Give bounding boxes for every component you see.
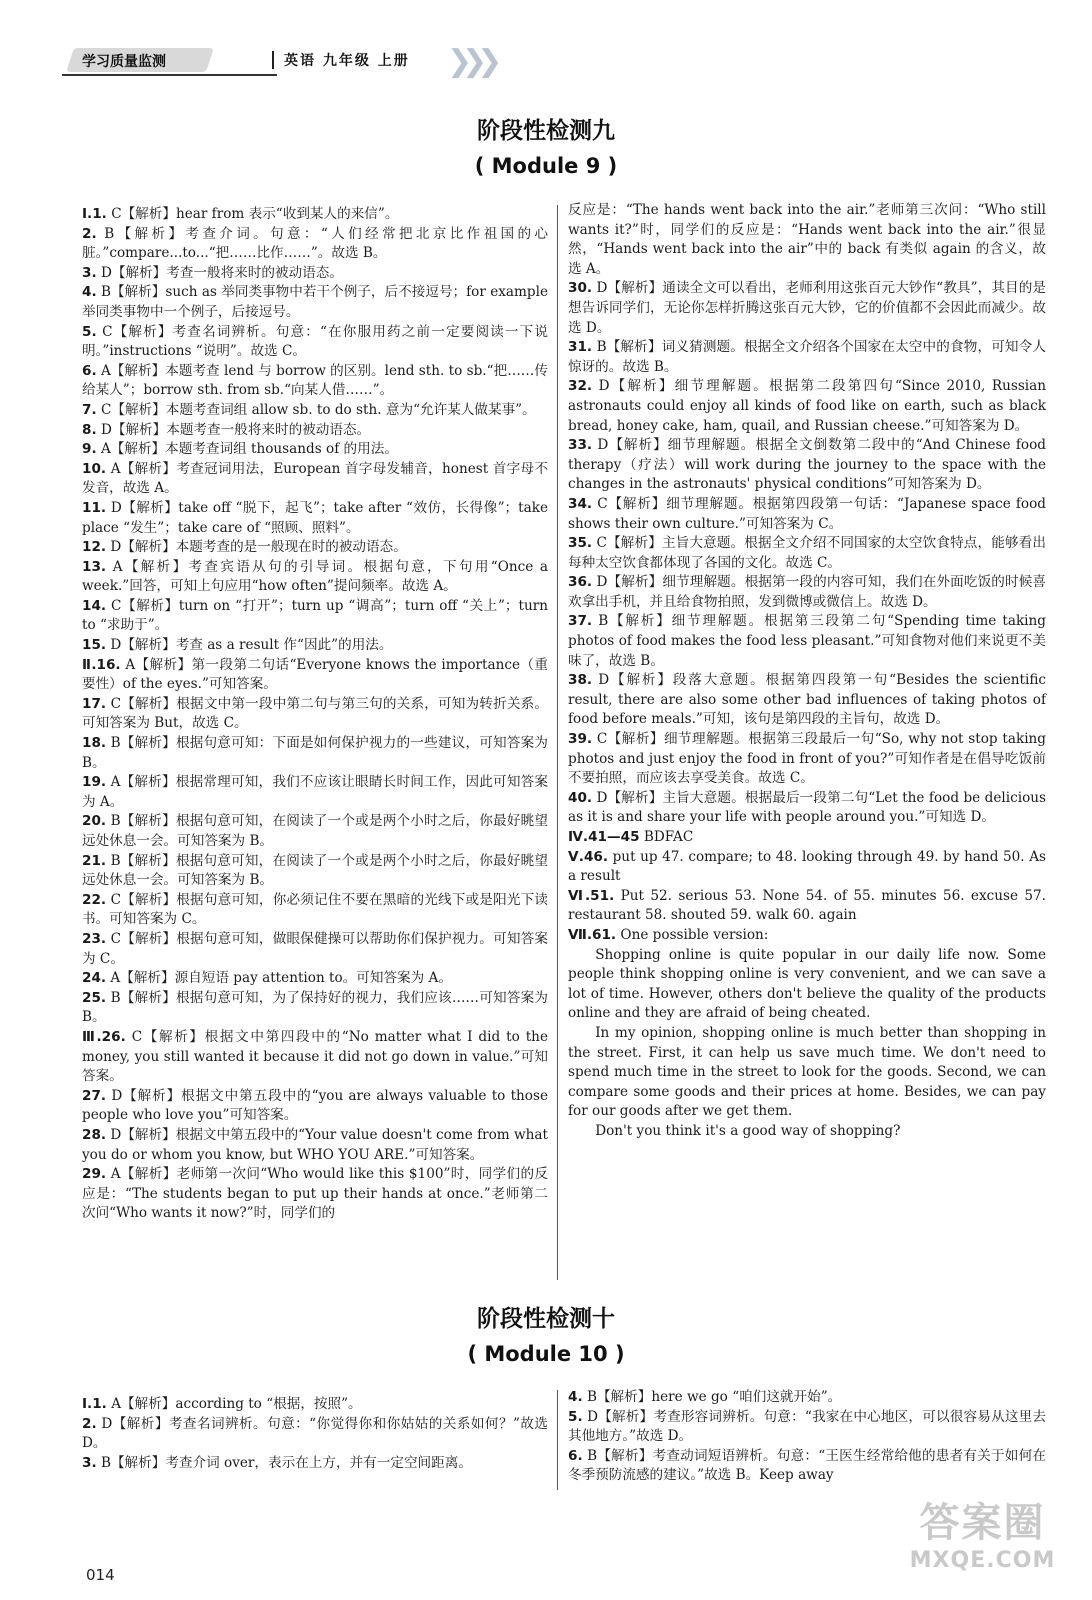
watermark-logo bbox=[895, 1500, 1070, 1590]
item-number: 32. bbox=[568, 378, 593, 395]
item-text: put up 47. compare; to 48. looking through 49. by hand 50. As a result bbox=[568, 848, 1046, 885]
item-number: 7. bbox=[82, 401, 97, 418]
item-text: C【解析】细节理解题。根据第三段最后一句“So, why not stop taking photos and just enjoy the food in front of you?”可知作者是在倡导吃饭前不要拍照，而应该去享受美食。故选 C。 bbox=[568, 731, 1046, 787]
answer-item bbox=[82, 734, 548, 773]
answer-item bbox=[82, 323, 548, 362]
item-number: 4. bbox=[82, 284, 97, 301]
answer-item bbox=[568, 279, 1046, 338]
answer-item bbox=[82, 283, 548, 322]
essay-paragraph: Don't you think it's a good way of shopping? bbox=[595, 1122, 901, 1139]
item-number: Ⅳ.41—45 bbox=[568, 829, 640, 845]
item-number: 3. bbox=[82, 1454, 97, 1471]
item-number: Ⅲ.26. bbox=[82, 1028, 126, 1045]
item-text: 反应是：“The hands went back into the air.”老师第三次问：“Who still wants it?”时，同学们的反应是：“Hands went back into the air.”很显然，“Hands went back into the air”中的 back 有类似 again 的含义，故选 A。 bbox=[568, 202, 1046, 277]
item-text: B【解析】根据句意可知，在阅读了一个或是两个小时之后，你最好眺望远处休息一会。可知答案为 B。 bbox=[82, 852, 548, 889]
section10-module: ( Module 10 ) bbox=[467, 1342, 625, 1366]
item-number: Ⅵ.51. bbox=[568, 887, 615, 904]
item-text: C【解析】主旨大意题。根据全文介绍不同国家的太空饮食特点，能够看出每种太空饮食都体现了各国的文化。故选 C。 bbox=[568, 535, 1046, 571]
answer-item bbox=[82, 460, 548, 499]
answer-item bbox=[568, 377, 1046, 436]
answer-item bbox=[82, 421, 548, 441]
item-number: 2. bbox=[82, 225, 97, 242]
item-text: D【解析】考查一般将来时的被动语态。 bbox=[100, 264, 343, 281]
answer-item bbox=[82, 891, 548, 930]
item-number: Ⅶ.61. bbox=[568, 926, 617, 943]
item-text: D【解析】细节理解题。根据第二段第四句“Since 2010, Russian astronauts could enjoy all kinds of food like on earth, such as black bread, honey cake, ham, quail, and Russian cheese.”可知答案为 D。 bbox=[568, 378, 1046, 434]
item-number: 31. bbox=[568, 339, 593, 356]
item-text: A【解析】源自短语 pay attention to。可知答案为 A。 bbox=[110, 970, 452, 987]
item-text: D【解析】take off “脱下，起飞”；take after “效仿，长得像”；take place “发生”；take care of “照顾、照料”。 bbox=[82, 499, 548, 536]
item-number: 12. bbox=[82, 539, 107, 556]
answer-item bbox=[568, 495, 1046, 534]
item-number: 35. bbox=[568, 535, 593, 552]
answer-item bbox=[568, 534, 1046, 573]
item-text: B【解析】such as 举同类事物中若干个例子，后不接逗号；for example 举同类事物中一个例子，后接逗号。 bbox=[82, 284, 548, 320]
item-number: 38. bbox=[568, 672, 593, 689]
answer-item bbox=[82, 1415, 548, 1454]
answer-item bbox=[568, 789, 1046, 828]
answer-item bbox=[568, 436, 1046, 495]
item-number: 15. bbox=[82, 637, 107, 654]
item-text: C【解析】根据文中第四段中的“No matter what I did to the money, you still wanted it because it did not go down in value.”可知答案。 bbox=[82, 1028, 548, 1085]
item-number: 20. bbox=[82, 813, 107, 830]
item-number: 36. bbox=[568, 574, 593, 591]
section9-left-column bbox=[82, 205, 548, 1224]
answer-item bbox=[82, 440, 548, 460]
item-number: 5. bbox=[568, 1408, 583, 1425]
answer-item bbox=[82, 695, 548, 734]
item-text: One possible version: bbox=[620, 926, 769, 943]
answer-item bbox=[82, 401, 548, 421]
answer-item bbox=[568, 338, 1046, 377]
item-text: B【解析】根据句意可知，为了保持好的视力，我们应该……可知答案为 B。 bbox=[82, 989, 548, 1026]
item-text: B【解析】here we go “咱们这就开始”。 bbox=[586, 1389, 842, 1405]
section10-left-column bbox=[82, 1395, 548, 1473]
answer-item bbox=[568, 612, 1046, 671]
item-text: A【解析】根据常理可知，我们不应该让眼睛长时间工作，因此可知答案为 A。 bbox=[82, 774, 548, 810]
answer-item bbox=[82, 812, 548, 851]
item-number: 4. bbox=[568, 1389, 583, 1405]
answer-item bbox=[82, 1454, 548, 1474]
answer-item bbox=[568, 1447, 1046, 1486]
item-text: D【解析】考查名词辨析。句意：“你觉得你和你姑姑的关系如何？”故选 D。 bbox=[82, 1415, 548, 1452]
double-chevron-icon: ❯❯❯ bbox=[447, 44, 493, 79]
item-text: C【解析】根据文中第一段中第二句与第三句的关系，可知为转折关系。可知答案为 But，故选 C。 bbox=[82, 695, 548, 732]
item-number: 11. bbox=[82, 499, 107, 516]
item-text: A【解析】according to “根据，按照”。 bbox=[111, 1396, 362, 1412]
series-title: 学习质量监测 bbox=[82, 54, 166, 70]
item-text: D【解析】细节理解题。根据全文倒数第二段中的“And Chinese food therapy（疗法）will work during the journey to the space with the changes in the astronauts' physical conditions”可知答案为 D。 bbox=[568, 437, 1046, 493]
item-number: 9. bbox=[82, 441, 97, 458]
item-number: 6. bbox=[568, 1447, 583, 1464]
item-number: 14. bbox=[82, 597, 107, 614]
item-number: 23. bbox=[82, 930, 107, 947]
item-number: 28. bbox=[82, 1126, 107, 1143]
answer-item bbox=[82, 1126, 548, 1165]
item-number: Ⅱ.16. bbox=[82, 656, 121, 673]
item-number: 30. bbox=[568, 280, 593, 297]
section10-title: 阶段性检测十 bbox=[477, 1306, 615, 1332]
answer-item bbox=[568, 730, 1046, 789]
item-number: 22. bbox=[82, 891, 107, 908]
item-number: 13. bbox=[82, 558, 107, 575]
item-text: B【解析】根据句意可知：下面是如何保护视力的一些建议，可知答案为 B。 bbox=[82, 735, 548, 771]
answer-item bbox=[82, 499, 548, 538]
item-text: D【解析】通读全文可以看出，老师利用这张百元大钞作“教具”，其目的是想告诉同学们，无论你怎样折腾这张百元大钞，它的价值都不会因此而减少。故选 D。 bbox=[568, 280, 1046, 336]
item-number: Ⅰ.1. bbox=[82, 1396, 107, 1412]
header-separator bbox=[272, 51, 274, 69]
item-text: D【解析】细节理解题。根据第一段的内容可知，我们在外面吃饭的时候喜欢拿出手机，并且给食物拍照，发到微博或微信上。故选 D。 bbox=[568, 574, 1046, 610]
item-text: C【解析】turn on “打开”；turn up “调高”；turn off “关上”；turn to “求助于”。 bbox=[82, 597, 548, 634]
item-number: Ⅴ.46. bbox=[568, 848, 609, 865]
subject-label: 英语 九年级 上册 bbox=[284, 53, 410, 69]
item-text: B【解析】根据句意可知，在阅读了一个或是两个小时之后，你最好眺望远处休息一会。可知答案为 B。 bbox=[82, 813, 548, 849]
answer-item bbox=[82, 1028, 548, 1087]
item-number: 27. bbox=[82, 1087, 107, 1104]
item-number: 8. bbox=[82, 421, 97, 438]
answer-item bbox=[568, 926, 1046, 946]
item-text: A【解析】老师第一次问“Who would like this $100”时，同学们的反应是：“The students began to put up their hands at once.”老师第二次问“Who wants it now?”时，同学们的 bbox=[82, 1166, 548, 1222]
item-text: C【解析】hear from 表示“收到某人的来信”。 bbox=[111, 206, 399, 222]
item-text: C【解析】考查名词辨析。句意：“在你服用药之前一定要阅读一下说明。”instructions “说明”。故选 C。 bbox=[82, 323, 548, 360]
item-text: Put 52. serious 53. None 54. of 55. minutes 56. excuse 57. restaurant 58. shouted 59. walk 60. again bbox=[568, 887, 1046, 924]
page-header bbox=[62, 42, 493, 79]
answer-item bbox=[82, 538, 548, 558]
item-number: 25. bbox=[82, 989, 107, 1006]
item-number: 18. bbox=[82, 735, 107, 752]
item-number: 21. bbox=[82, 852, 107, 869]
item-text: D【解析】根据文中第五段中的“Your value doesn't come from what you do or whom you know, but WHO YOU ARE.”可知答案。 bbox=[82, 1126, 548, 1163]
answer-item bbox=[568, 1388, 1046, 1408]
item-text: C【解析】根据句意可知，你必须记住不要在黑暗的光线下或是阳光下读书。可知答案为 C。 bbox=[82, 891, 548, 928]
item-number: 37. bbox=[568, 613, 593, 630]
item-number: 10. bbox=[82, 460, 107, 477]
essay-paragraph: Shopping online is quite popular in our daily life now. Some people think shopping online is very convenient, and we can save a lot of time. However, others don't believe the quality of the products online and they are afraid of being cheated. bbox=[568, 946, 1046, 1022]
header-underline bbox=[62, 74, 277, 76]
item-number: 40. bbox=[568, 789, 593, 806]
item-text: A【解析】第一段第二句话“Everyone knows the importance（重要性）of the eyes.”可知答案。 bbox=[82, 656, 548, 693]
column-divider-2 bbox=[557, 1390, 558, 1490]
item-text: D【解析】段落大意题。根据第四段第一句“Besides the scientific result, there are also some other bad influences of taking photos of food before meals.”可知，该句是第四段的主旨句，故选 D。 bbox=[568, 672, 1047, 728]
answer-item bbox=[82, 205, 548, 225]
answer-item bbox=[82, 1165, 548, 1224]
item-text: C【解析】细节理解题。根据第四段第一句话：“Japanese space food shows their own culture.”可知答案为 C。 bbox=[568, 495, 1046, 532]
answer-item bbox=[568, 887, 1046, 926]
answer-item bbox=[568, 1408, 1046, 1447]
item-number: 5. bbox=[82, 323, 97, 340]
section9-title: 阶段性检测九 bbox=[477, 118, 615, 144]
item-number: Ⅰ.1. bbox=[82, 206, 107, 222]
section9-module: ( Module 9 ) bbox=[474, 154, 618, 178]
answer-item bbox=[82, 1395, 548, 1415]
item-text: A【解析】本题考查词组 thousands of 的用法。 bbox=[100, 441, 398, 458]
essay-paragraph: In my opinion, shopping online is much better than shopping in the street. First, it can help us save much time. We don't need to spend much time in the street to look for the goods. Second, we can compare some goods and their prices at home. Besides, we can pay for our goods after we get them. bbox=[568, 1024, 1046, 1120]
item-number: 39. bbox=[568, 731, 593, 748]
item-text: A【解析】考查冠词用法，European 首字母发辅音，honest 首字母不发音，故选 A。 bbox=[82, 460, 548, 497]
answer-item bbox=[82, 225, 548, 264]
item-text: D【解析】考查形容词辨析。句意：“我家在中心地区，可以很容易从这里去其他地方。”故选 D。 bbox=[568, 1408, 1046, 1445]
answer-item bbox=[82, 1087, 548, 1126]
item-number: 29. bbox=[82, 1166, 107, 1183]
item-text: D【解析】考查 as a result 作“因此”的用法。 bbox=[110, 637, 393, 654]
answer-item bbox=[82, 989, 548, 1028]
item-number: 19. bbox=[82, 774, 107, 791]
item-number: 17. bbox=[82, 695, 107, 712]
answer-item bbox=[568, 828, 1046, 848]
item-text: B【解析】考查介词。句意：“人们经常把北京比作祖国的心脏。”compare...to...“把……比作……”。故选 B。 bbox=[82, 225, 549, 262]
answer-item bbox=[82, 852, 548, 891]
item-text: B【解析】细节理解题。根据第三段第二句“Spending time taking photos of food makes the food less pleasant.”可知食物对他们来说更不美味了，故选 B。 bbox=[568, 613, 1046, 669]
section10-right-column bbox=[568, 1388, 1046, 1486]
answer-item bbox=[82, 656, 548, 695]
answer-item bbox=[82, 558, 548, 597]
item-number: 24. bbox=[82, 970, 107, 987]
item-text: D【解析】主旨大意题。根据最后一段第二句“Let the food be delicious as it is and share your life with people around you.”可知选 D。 bbox=[568, 789, 1046, 826]
item-number: 3. bbox=[82, 264, 97, 281]
item-text: BDFAC bbox=[643, 829, 694, 845]
watermark-text: 答案圈 bbox=[919, 1500, 1046, 1546]
answer-item bbox=[82, 362, 548, 401]
item-number: 6. bbox=[82, 362, 97, 379]
item-text: B【解析】考查介词 over，表示在上方，并有一定空间距离。 bbox=[100, 1454, 472, 1471]
item-number: 34. bbox=[568, 495, 593, 512]
column-divider bbox=[557, 205, 558, 1280]
item-text: B【解析】词义猜测题。根据全文介绍各个国家在太空中的食物，可知令人惊讶的。故选 B。 bbox=[568, 339, 1046, 375]
item-number: 2. bbox=[82, 1415, 97, 1432]
answer-item bbox=[82, 264, 548, 284]
item-text: D【解析】本题考查的是一般现在时的被动语态。 bbox=[110, 539, 407, 556]
answer-item bbox=[82, 930, 548, 969]
item-text: A【解析】本题考查 lend 与 borrow 的区别。lend sth. to sb.“把……传给某人”；borrow sth. from sb.“向某人借……”。 bbox=[82, 362, 548, 399]
item-text: C【解析】根据句意可知，做眼保健操可以帮助你们保护视力。可知答案为 C。 bbox=[82, 930, 548, 967]
answer-item bbox=[568, 201, 1046, 279]
item-text: D【解析】本题考查一般将来时的被动语态。 bbox=[100, 421, 371, 438]
answer-item bbox=[82, 636, 548, 656]
section9-right-column bbox=[568, 201, 1046, 1142]
answer-item bbox=[568, 671, 1046, 730]
answer-item bbox=[568, 848, 1046, 887]
answer-item bbox=[568, 573, 1046, 612]
watermark-url: MXQE.COM bbox=[909, 1548, 1056, 1573]
item-text: B【解析】考查动词短语辨析。句意：“王医生经常给他的患者有关于如何在冬季预防流感的建议。”故选 B。Keep away bbox=[568, 1447, 1046, 1484]
item-text: A【解析】考查宾语从句的引导词。根据句意，下句用“Once a week.”回答，可知上句应用“how often”提问频率。故选 A。 bbox=[82, 558, 548, 595]
answer-item bbox=[82, 773, 548, 812]
item-text: C【解析】本题考查词组 allow sb. to do sth. 意为“允许某人做某事”。 bbox=[100, 401, 536, 418]
item-text: D【解析】根据文中第五段中的“you are always valuable to those people who love you”可知答案。 bbox=[82, 1087, 548, 1124]
answer-item bbox=[82, 969, 548, 989]
item-number: 33. bbox=[568, 437, 593, 454]
answer-item bbox=[82, 597, 548, 636]
page-number: 014 bbox=[86, 1566, 115, 1584]
